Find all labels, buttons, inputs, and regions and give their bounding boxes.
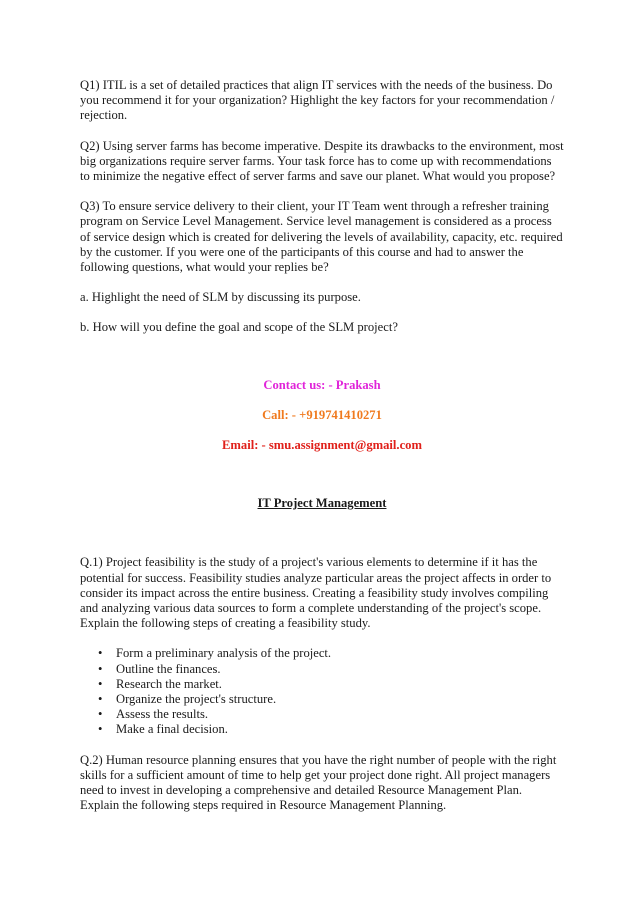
list-item-text: Make a final decision. [116,722,228,737]
list-item-text: Outline the finances. [116,661,221,676]
question-q2-server-farms: Q2) Using server farms has become imperative. Despite its drawbacks to the environment, most big organizations require server farms. Your task force has to come up with recommendations to minimize the negative effect of server farms and save our planet. What would you propose? [80,138,564,184]
bullet-icon: • [98,722,103,737]
question-q3-part-b: b. How will you define the goal and scope of the SLM project? [80,320,398,335]
list-item-text: Form a preliminary analysis of the project. [116,646,332,661]
list-item [98,661,564,677]
feasibility-steps-list [80,646,564,737]
list-item-text: Organize the project's structure. [116,692,277,707]
list-item-text: Research the market. [116,676,222,691]
bullet-icon: • [98,646,103,661]
contact-email: Email: - smu.assignment@gmail.com [222,438,422,453]
question-resource-planning: Q.2) Human resource planning ensures that you have the right number of people with the right skills for a sufficient amount of time to help get your project done right. All project managers need to invest in developing a comprehensive and detailed Resource Management Plan. Explain the following steps required in Resource Management Planning. [80,752,557,813]
bullet-icon: • [98,661,103,676]
question-q3-slm: Q3) To ensure service delivery to their client, your IT Team went through a refresher training program on Service Level Management. Service level management is considered as a process of service design which is created for delivering the levels of availability, capacity, etc. required by the customer. If you were one of the participants of this course and had to answer the following questions, what would your replies be? [80,199,563,275]
section-title: IT Project Management [257,496,387,511]
contact-phone: Call: - +919741410271 [262,407,382,422]
list-item [98,676,564,692]
list-item [98,646,564,661]
document-page [80,78,564,829]
question-q1-itil: Q1) ITIL is a set of detailed practices that align IT services with the needs of the business. Do you recommend it for your organization? Highlight the key factors for your recommendation / rejection. [80,78,555,123]
bullet-icon: • [98,707,103,722]
list-item [98,707,564,722]
question-feasibility: Q.1) Project feasibility is the study of a project's various elements to determine if it has the potential for success. Feasibility studies analyze particular areas the project affects in order to consider its impact across the entire business. Creating a feasibility study involves compiling and analyzing various data sources to form a complete understanding of the project's scope. Explain the following steps of creating a feasibility study. [80,555,552,631]
question-q3-part-a: a. Highlight the need of SLM by discussing its purpose. [80,290,361,305]
bullet-icon: • [98,676,103,691]
contact-name: Contact us: - Prakash [263,377,381,392]
list-item [98,692,564,707]
list-item-text: Assess the results. [116,707,208,722]
list-item [98,722,564,737]
bullet-icon: • [98,692,103,707]
